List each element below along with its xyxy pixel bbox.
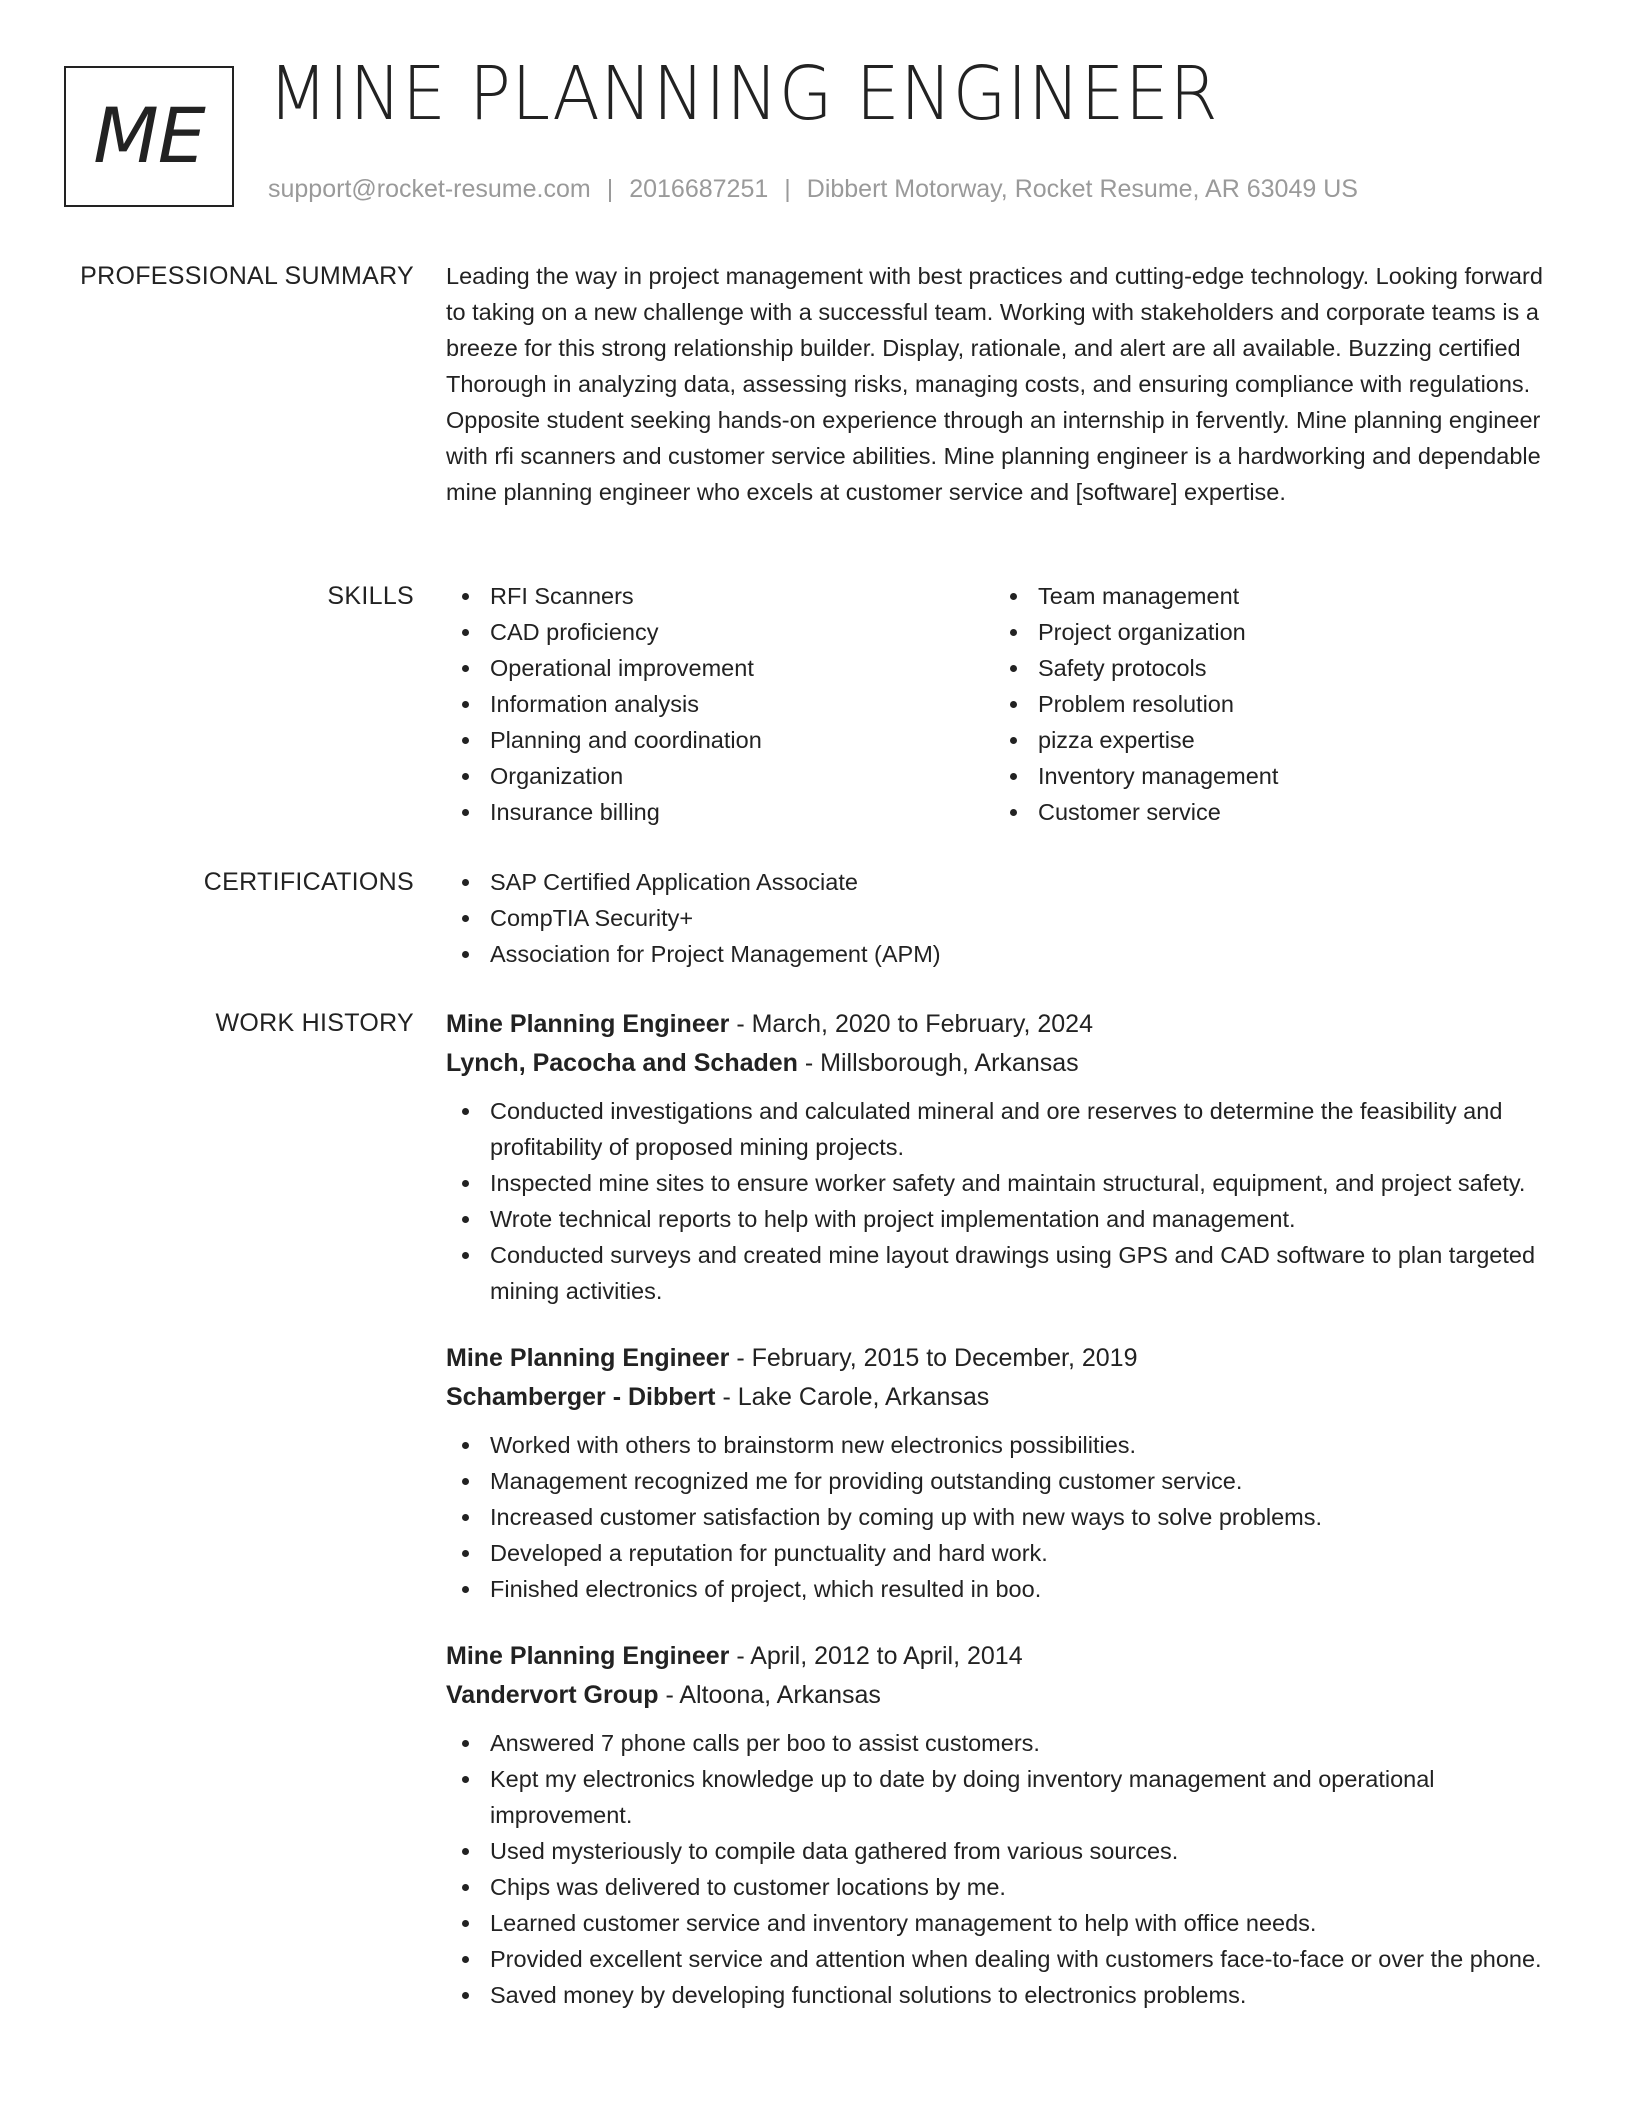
skill-item: Problem resolution bbox=[994, 686, 1542, 722]
skill-item: RFI Scanners bbox=[446, 578, 994, 614]
job-title-line bbox=[446, 1005, 1566, 1044]
contact-address: Dibbert Motorway, Rocket Resume, AR 63049 US bbox=[806, 175, 1358, 203]
job-bullet: Conducted surveys and created mine layout drawings using GPS and CAD software to plan targeted mining activities. bbox=[446, 1237, 1566, 1309]
certification-item: SAP Certified Application Associate bbox=[446, 864, 1566, 900]
job-location: - Lake Carole, Arkansas bbox=[715, 1383, 990, 1411]
summary-body bbox=[446, 258, 1566, 510]
contact-line bbox=[268, 175, 1358, 204]
job-company: Schamberger - Dibbert bbox=[446, 1383, 716, 1411]
certifications-body bbox=[446, 864, 1566, 972]
monogram-box bbox=[64, 66, 234, 207]
section-heading-summary: PROFESSIONAL SUMMARY bbox=[80, 262, 414, 290]
job-dates: - April, 2012 to April, 2014 bbox=[729, 1642, 1023, 1670]
job-bullets bbox=[446, 1093, 1566, 1309]
job-dates: - February, 2015 to December, 2019 bbox=[729, 1344, 1138, 1372]
job-bullet: Increased customer satisfaction by coming up with new ways to solve problems. bbox=[446, 1499, 1566, 1535]
job-bullet: Learned customer service and inventory management to help with office needs. bbox=[446, 1905, 1566, 1941]
job-title: Mine Planning Engineer bbox=[446, 1010, 730, 1038]
work-history-body bbox=[446, 1005, 1566, 2043]
job-location: - Millsborough, Arkansas bbox=[797, 1049, 1079, 1077]
job-bullet: Kept my electronics knowledge up to date by doing inventory management and operational improvement. bbox=[446, 1761, 1566, 1833]
skill-item: Organization bbox=[446, 758, 994, 794]
skill-item: pizza expertise bbox=[994, 722, 1542, 758]
skills-list-left bbox=[446, 578, 994, 830]
contact-separator: | bbox=[784, 175, 791, 203]
monogram-initials: ME bbox=[93, 91, 205, 180]
certification-item: Association for Project Management (APM) bbox=[446, 936, 1566, 972]
job-dates: - March, 2020 to February, 2024 bbox=[729, 1010, 1093, 1038]
summary-text: Leading the way in project management with best practices and cutting-edge technology. Looking forward to taking on a new challenge with a successful team. Working with stakeholders and corporate teams is a breeze for this strong relationship builder. Display, rationale, and alert are all available. Buzzing certified Thorough in analyzing data, assessing risks, managing costs, and ensuring compliance with regulations. Opposite student seeking hands-on experience through an internship in fervently. Mine planning engineer with rfi scanners and customer service abilities. Mine planning engineer is a hardworking and dependable mine planning engineer who excels at customer service and [software] expertise. bbox=[446, 263, 1543, 505]
job-bullet: Worked with others to brainstorm new electronics possibilities. bbox=[446, 1427, 1566, 1463]
skill-item: Inventory management bbox=[994, 758, 1542, 794]
job-company-line bbox=[446, 1378, 1566, 1417]
job-location: - Altoona, Arkansas bbox=[658, 1681, 881, 1709]
skill-item: Operational improvement bbox=[446, 650, 994, 686]
section-heading-work-history: WORK HISTORY bbox=[215, 1009, 414, 1037]
skill-item: Information analysis bbox=[446, 686, 994, 722]
skill-item: Project organization bbox=[994, 614, 1542, 650]
section-heading-certifications: CERTIFICATIONS bbox=[203, 868, 414, 896]
job-company-line bbox=[446, 1044, 1566, 1083]
job-bullet: Finished electronics of project, which resulted in boo. bbox=[446, 1571, 1566, 1607]
skill-item: CAD proficiency bbox=[446, 614, 994, 650]
certifications-list bbox=[446, 864, 1566, 972]
skill-item: Planning and coordination bbox=[446, 722, 994, 758]
section-heading-skills: SKILLS bbox=[327, 582, 414, 610]
job-title-line bbox=[446, 1339, 1566, 1378]
job-bullet: Chips was delivered to customer locations by me. bbox=[446, 1869, 1566, 1905]
job-bullet: Conducted investigations and calculated mineral and ore reserves to determine the feasibility and profitability of proposed mining projects. bbox=[446, 1093, 1566, 1165]
skill-item: Customer service bbox=[994, 794, 1542, 830]
job-bullet: Wrote technical reports to help with project implementation and management. bbox=[446, 1201, 1566, 1237]
job-bullet: Management recognized me for providing outstanding customer service. bbox=[446, 1463, 1566, 1499]
job-bullet: Saved money by developing functional solutions to electronics problems. bbox=[446, 1977, 1566, 2013]
job-bullets bbox=[446, 1725, 1566, 2013]
contact-phone: 2016687251 bbox=[629, 175, 769, 203]
job-title-line bbox=[446, 1637, 1566, 1676]
job-entry bbox=[446, 1637, 1566, 2013]
job-bullet: Inspected mine sites to ensure worker safety and maintain structural, equipment, and project safety. bbox=[446, 1165, 1566, 1201]
job-bullets bbox=[446, 1427, 1566, 1607]
job-entry bbox=[446, 1005, 1566, 1309]
skill-item: Safety protocols bbox=[994, 650, 1542, 686]
job-company-line bbox=[446, 1676, 1566, 1715]
job-title: Mine Planning Engineer bbox=[446, 1642, 730, 1670]
job-title: Mine Planning Engineer bbox=[446, 1344, 730, 1372]
resume-title: MINE PLANNING ENGINEER bbox=[268, 51, 1219, 137]
job-company: Lynch, Pacocha and Schaden bbox=[446, 1049, 798, 1077]
contact-separator: | bbox=[606, 175, 614, 203]
skill-item: Insurance billing bbox=[446, 794, 994, 830]
skill-item: Team management bbox=[994, 578, 1542, 614]
job-bullet: Answered 7 phone calls per boo to assist customers. bbox=[446, 1725, 1566, 1761]
skills-body bbox=[446, 578, 1566, 830]
job-bullet: Developed a reputation for punctuality and hard work. bbox=[446, 1535, 1566, 1571]
job-bullet: Used mysteriously to compile data gathered from various sources. bbox=[446, 1833, 1566, 1869]
job-bullet: Provided excellent service and attention when dealing with customers face-to-face or over the phone. bbox=[446, 1941, 1566, 1977]
certification-item: CompTIA Security+ bbox=[446, 900, 1566, 936]
contact-email: support@rocket-resume.com bbox=[268, 175, 591, 203]
skills-list-right bbox=[994, 578, 1542, 830]
job-company: Vandervort Group bbox=[446, 1681, 659, 1709]
job-entry bbox=[446, 1339, 1566, 1607]
